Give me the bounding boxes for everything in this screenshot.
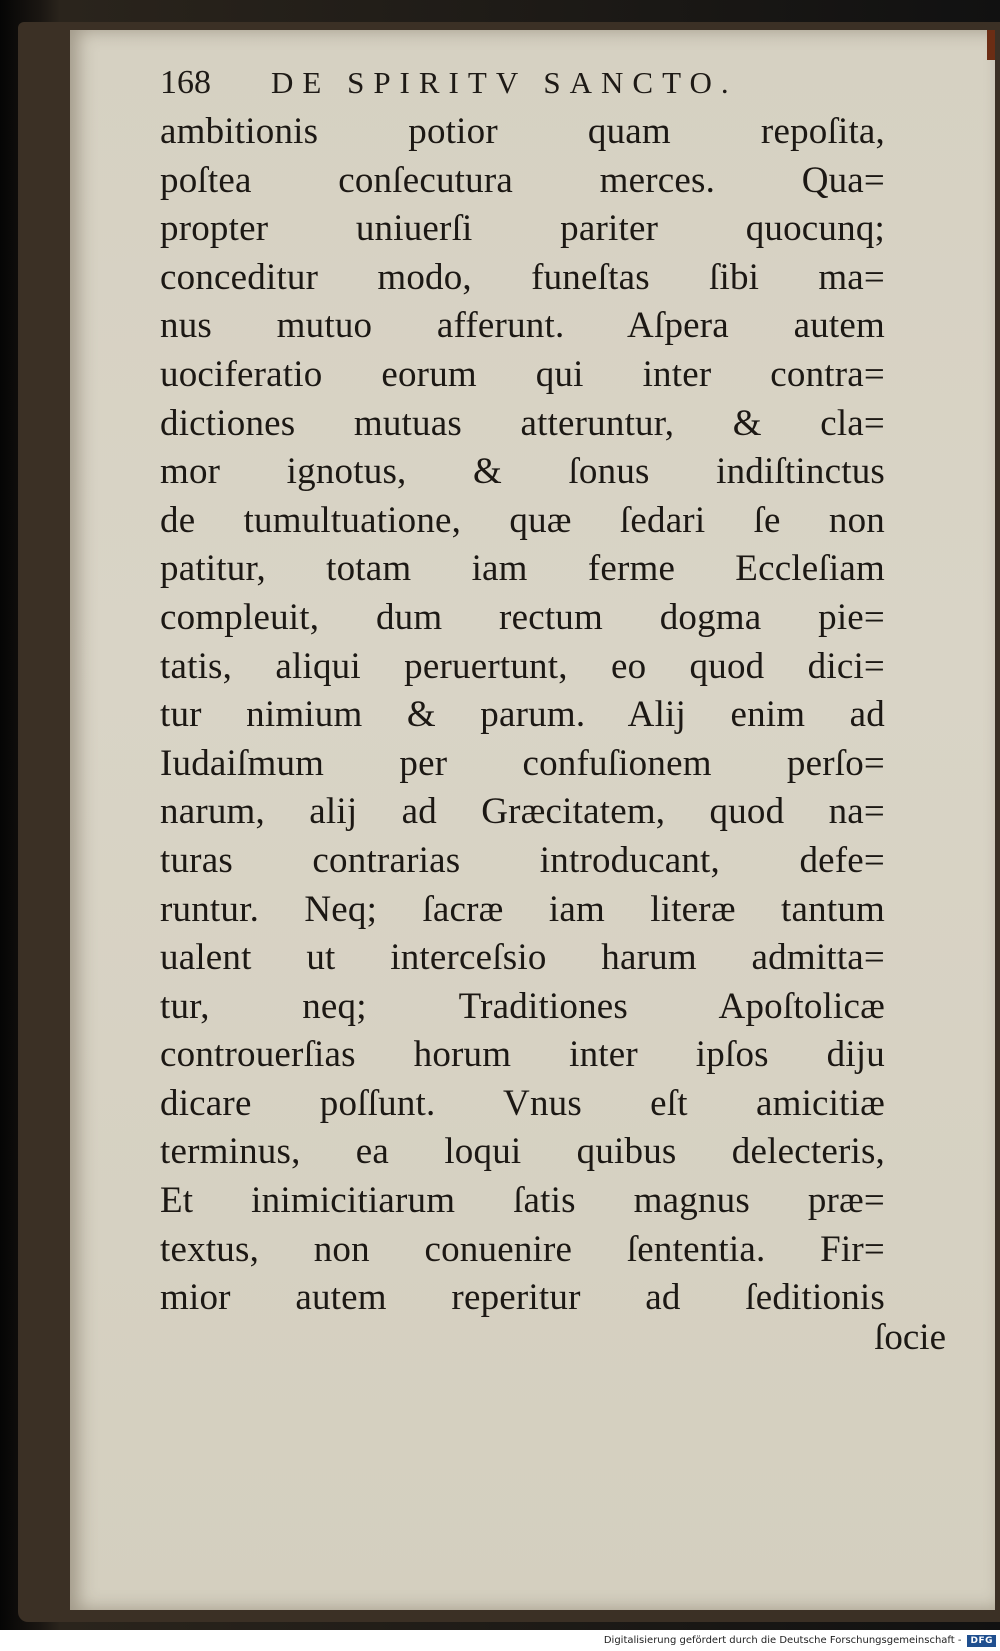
footer-bar bbox=[0, 1630, 1000, 1651]
running-head: DE SPIRITV SANCTO. bbox=[271, 65, 738, 100]
text-line: Iudaiſmum per confuſionem perſo= bbox=[160, 742, 885, 784]
footer-credit: Digitalisierung gefördert durch die Deutsche Forschungsgemeinschaft - bbox=[603, 1635, 962, 1646]
text-line: narum, alij ad Græcitatem, quod na= bbox=[160, 791, 885, 833]
text-line: tatis, aliqui peruertunt, eo quod dici= bbox=[160, 645, 885, 687]
page-corner-strip bbox=[987, 30, 995, 60]
text-line: mior autem reperitur ad ſeditionis bbox=[160, 1277, 885, 1319]
body-text bbox=[160, 108, 885, 1323]
text-line: poſtea conſecutura merces. Qua= bbox=[160, 159, 885, 201]
page-number: 168 bbox=[160, 64, 211, 101]
text-line: controuerſias horum inter ipſos diju bbox=[160, 1034, 885, 1076]
text-line: propter uniuerſi pariter quocunq; bbox=[160, 208, 885, 250]
text-line: tur nimium & parum. Alij enim ad bbox=[160, 694, 885, 736]
page-header bbox=[160, 64, 880, 104]
dfg-logo: DFG bbox=[967, 1635, 996, 1647]
text-line: tur, neq; Traditiones Apoſtolicæ bbox=[160, 985, 885, 1027]
text-line: dictiones mutuas atteruntur, & cla= bbox=[160, 402, 885, 444]
text-line: de tumultuatione, quæ ſedari ſe non bbox=[160, 499, 885, 541]
text-line: runtur. Neq; ſacræ iam literæ tantum bbox=[160, 888, 885, 930]
text-line: terminus, ea loqui quibus delecteris, bbox=[160, 1131, 885, 1173]
text-line: mor ignotus, & ſonus indiſtinctus bbox=[160, 451, 885, 493]
text-line: compleuit, dum rectum dogma pie= bbox=[160, 596, 885, 638]
text-line: uociferatio eorum qui inter contra= bbox=[160, 353, 885, 395]
text-line: turas contrarias introducant, defe= bbox=[160, 839, 885, 881]
text-line: nus mutuo afferunt. Aſpera autem bbox=[160, 305, 885, 347]
catchword: ſocie bbox=[874, 1317, 946, 1358]
text-line: ambitionis potior quam repoſita, bbox=[160, 111, 885, 152]
text-line: ualent ut interceſsio harum admitta= bbox=[160, 937, 885, 979]
text-line: conceditur modo, funeſtas ſibi ma= bbox=[160, 256, 885, 298]
text-line: patitur, totam iam ferme Eccleſiam bbox=[160, 548, 885, 590]
text-line: Et inimicitiarum ſatis magnus præ= bbox=[160, 1180, 885, 1222]
text-line: dicare poſſunt. Vnus eſt amicitiæ bbox=[160, 1082, 885, 1124]
text-line: textus, non conuenire ſententia. Fir= bbox=[160, 1228, 885, 1270]
